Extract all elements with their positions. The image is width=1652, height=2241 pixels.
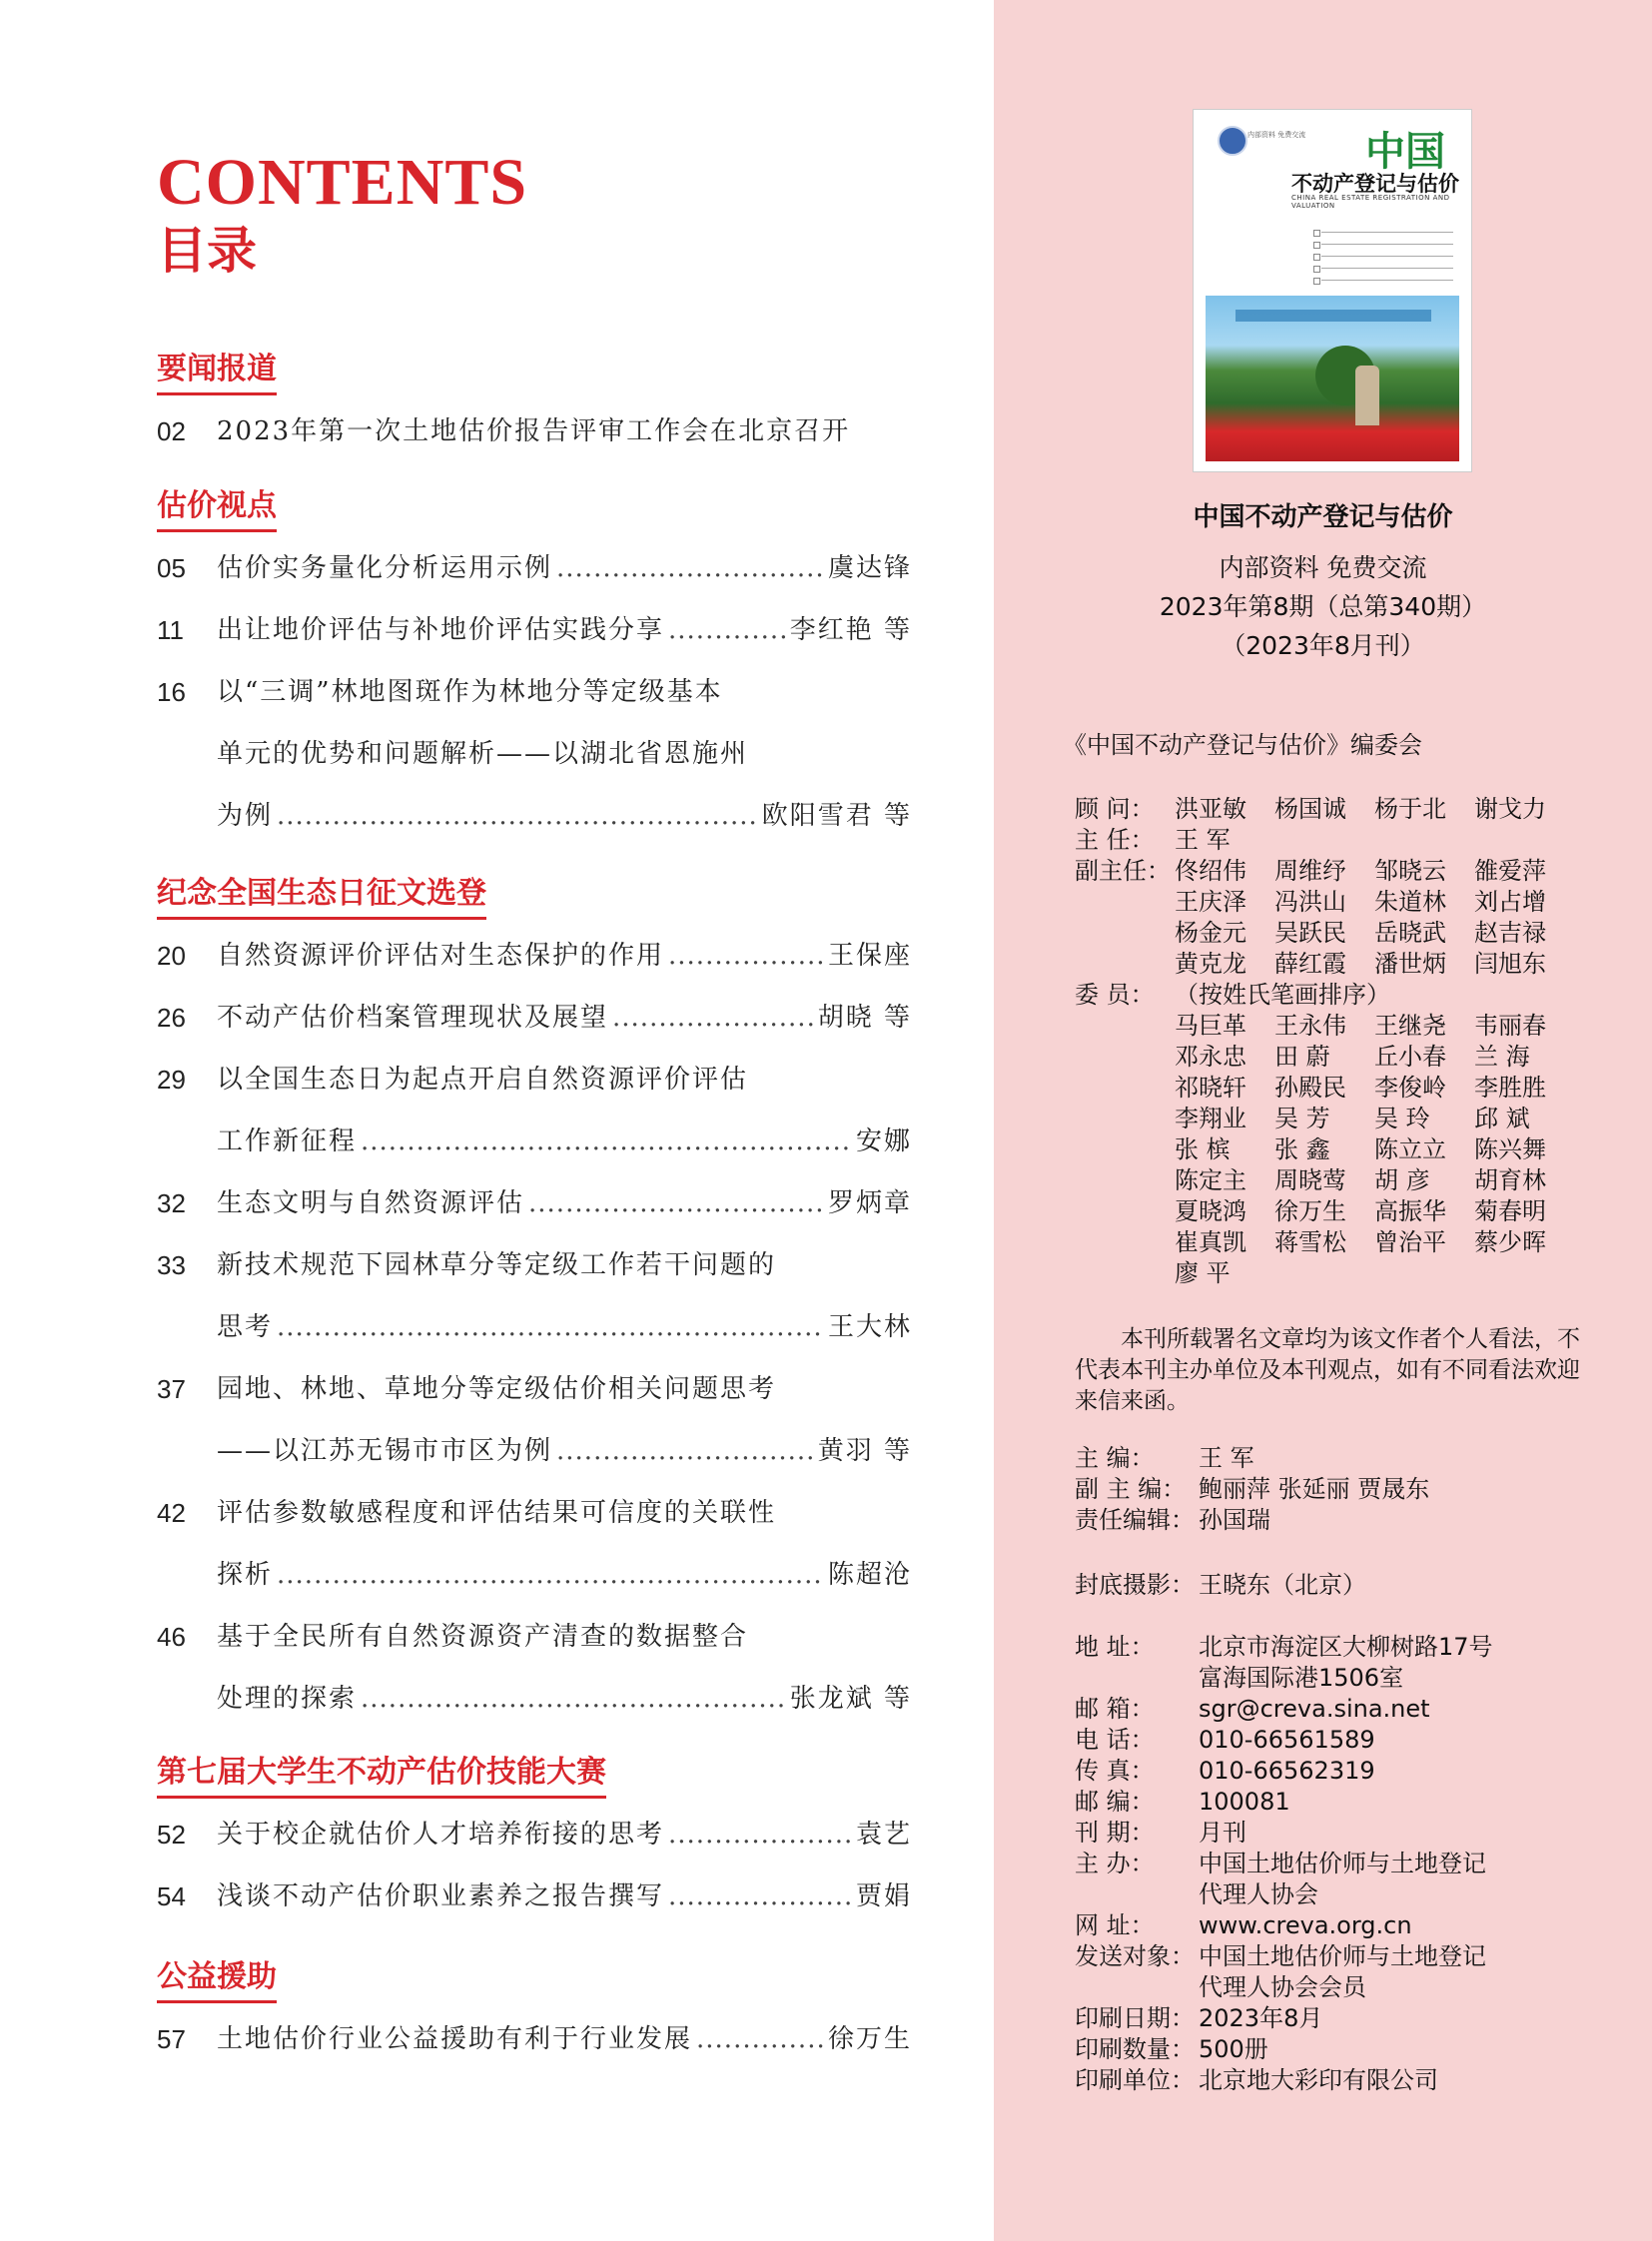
committee-member: 杨于北: [1374, 795, 1446, 823]
committee-member: 田 蔚: [1274, 1043, 1330, 1071]
toc-entry-title: 以“三调”林地图斑作为林地分等定级基本: [217, 677, 723, 707]
committee-member: 丘小春: [1374, 1043, 1446, 1071]
toc-entry: [217, 1005, 912, 1031]
toc-leader-dots: [361, 1686, 786, 1712]
committee-role: 顾 问：: [1075, 795, 1155, 823]
toc-entry-title: 工作新征程: [217, 1126, 358, 1156]
toc-entry-title: 关于校企就估价人才培养衔接的思考: [217, 1820, 665, 1850]
contents-heading-en: CONTENTS: [157, 146, 528, 219]
toc-entry-author: 欧阳雪君 等: [761, 801, 912, 831]
toc-entry-author: 陈超沧: [827, 1560, 912, 1590]
info-value: 富海国际港1506室: [1199, 1664, 1404, 1692]
committee-member: 邹晓云: [1374, 857, 1446, 885]
committee-member: 洪亚敏: [1175, 795, 1246, 823]
info-value: 500册: [1199, 2035, 1268, 2063]
committee-role: 委 员：: [1075, 981, 1155, 1009]
committee-member: 张 槟: [1175, 1135, 1231, 1163]
toc-leader-dots: [668, 1883, 852, 1909]
committee-member: 冯洪山: [1274, 888, 1346, 916]
toc-entry-title: 探析: [217, 1560, 274, 1590]
toc-entry: [217, 1500, 912, 1526]
committee-member: 王永伟: [1274, 1012, 1346, 1040]
toc-entry-title: 以全国生态日为起点开启自然资源评价评估: [217, 1065, 749, 1095]
toc-page-number: 57: [157, 2024, 186, 2054]
info-role: 主 办：: [1075, 1850, 1155, 1877]
section-title: 公益援助: [157, 1962, 277, 2003]
publication-name: 中国不动产登记与估价: [1193, 502, 1453, 532]
info-value: 2023年8月: [1199, 2004, 1323, 2032]
toc-leader-dots: [556, 1438, 814, 1464]
publication-issue: 2023年第8期（总第340期）: [1159, 592, 1487, 621]
info-role: 邮 编：: [1075, 1788, 1155, 1816]
toc-entry-title: 自然资源评价评估对生态保护的作用: [217, 941, 665, 971]
cover-title-en: CHINA REAL ESTATE REGISTRATION AND VALUATION: [1291, 194, 1450, 210]
toc-entry-title: 浅谈不动产估价职业素养之报告撰写: [217, 1881, 665, 1911]
committee-member: 马巨革: [1175, 1012, 1246, 1040]
toc-entry: [217, 1128, 912, 1154]
toc-entry: [217, 555, 912, 581]
info-value: 北京地大彩印有限公司: [1199, 2066, 1438, 2094]
toc-entry: [217, 1562, 912, 1588]
toc-page-number: 20: [157, 941, 186, 971]
committee-member: 祁晓轩: [1175, 1074, 1246, 1102]
toc-page-number: 32: [157, 1188, 186, 1218]
committee-member: 廖 平: [1175, 1259, 1231, 1287]
info-value: 010-66561589: [1199, 1726, 1375, 1754]
info-value: 代理人协会: [1199, 1880, 1318, 1908]
toc-entry-author: 王保座: [827, 941, 912, 971]
toc-entry-title: 基于全民所有自然资源资产清查的数据整合: [217, 1622, 749, 1652]
publication-month: （2023年8月刊）: [1221, 631, 1425, 660]
committee-member: 吴 玲: [1374, 1105, 1430, 1132]
toc-entry: [217, 1314, 912, 1340]
info-role: 印刷数量：: [1075, 2035, 1195, 2063]
photo-credit-role: 封底摄影：: [1075, 1571, 1195, 1599]
toc-entry-title: ——以江苏无锡市市区为例: [217, 1436, 553, 1466]
toc-page-number: 11: [157, 615, 184, 645]
toc-leader-dots: [668, 617, 786, 643]
toc-entry-title: 思考: [217, 1312, 274, 1342]
toc-entry: [217, 1252, 912, 1278]
committee-member: 孙殿民: [1274, 1074, 1346, 1102]
committee-member: 蒋雪松: [1274, 1228, 1346, 1256]
toc-entry-title: 出让地价评估与补地价评估实践分享: [217, 615, 665, 645]
info-role: 印刷日期：: [1075, 2004, 1195, 2032]
toc-entry-title: 土地估价行业公益援助有利于行业发展: [217, 2024, 693, 2054]
committee-title: 《中国不动产登记与估价》编委会: [1063, 731, 1422, 759]
committee-member: 张 鑫: [1274, 1135, 1330, 1163]
committee-member: 王 军: [1175, 826, 1231, 854]
toc-entry-author: 王大林: [827, 1312, 912, 1342]
committee-member: 黄克龙: [1175, 950, 1246, 978]
toc-entry-author: 安娜: [855, 1126, 912, 1156]
toc-page-number: 29: [157, 1065, 186, 1095]
toc-entry: [217, 943, 912, 969]
toc-leader-dots: [277, 1562, 824, 1588]
section-title: 要闻报道: [157, 355, 277, 395]
photo-credit-value: 王晓东（北京）: [1199, 1571, 1366, 1599]
toc-leader-dots: [277, 1314, 824, 1340]
toc-entry: [217, 1624, 912, 1650]
toc-entry: [217, 2026, 912, 2052]
info-role: 传 真：: [1075, 1757, 1155, 1785]
section-title: 纪念全国生态日征文选登: [157, 879, 486, 920]
toc-entry: [217, 418, 912, 444]
committee-member: 薛红霞: [1274, 950, 1346, 978]
editor-role: 主 编：: [1075, 1444, 1155, 1472]
toc-leader-dots: [668, 1822, 852, 1848]
committee-member: 刘占增: [1474, 888, 1546, 916]
toc-page-number: 54: [157, 1881, 186, 1911]
toc-entry-title: 园地、林地、草地分等定级估价相关问题思考: [217, 1374, 777, 1404]
committee-member: 夏晓鸿: [1175, 1197, 1246, 1225]
info-value: 中国土地估价师与土地登记: [1199, 1942, 1486, 1970]
info-role: 邮 箱：: [1075, 1695, 1155, 1723]
toc-page-number: 52: [157, 1820, 186, 1850]
section-title: 第七届大学生不动产估价技能大赛: [157, 1758, 606, 1799]
committee-member: 胡育林: [1474, 1166, 1546, 1194]
toc-entry: [217, 1067, 912, 1093]
cover-title-sub: 不动产登记与估价: [1291, 172, 1459, 196]
cover-thumbnail: [1194, 110, 1471, 471]
committee-member: 杨金元: [1175, 919, 1246, 947]
info-value: www.creva.org.cn: [1199, 1911, 1412, 1939]
toc-page-number: 05: [157, 553, 186, 583]
cover-title-cn: 中国: [1365, 128, 1445, 175]
toc-leader-dots: [612, 1005, 814, 1031]
toc-entry: [217, 679, 912, 705]
editor-value: 孙国瑞: [1199, 1506, 1270, 1534]
toc-leader-dots: [556, 555, 824, 581]
committee-member: 徐万生: [1274, 1197, 1346, 1225]
committee-member: 陈立立: [1374, 1135, 1446, 1163]
toc-entry: [217, 1883, 912, 1909]
toc-leader-dots: [528, 1190, 824, 1216]
editor-value: 鲍丽萍 张延丽 贾晟东: [1199, 1475, 1430, 1503]
cover-headline-list: [1313, 232, 1453, 292]
committee-member: 邓永忠: [1175, 1043, 1246, 1071]
toc-page-number: 37: [157, 1374, 186, 1404]
committee-member: （按姓氏笔画排序）: [1175, 981, 1390, 1009]
toc-entry-title: 处理的探索: [217, 1684, 358, 1714]
committee-member: 佟绍伟: [1175, 857, 1246, 885]
info-role: 发送对象：: [1075, 1942, 1195, 1970]
toc-page-number: 33: [157, 1250, 186, 1280]
info-value: 月刊: [1199, 1819, 1246, 1847]
committee-member: 邱 斌: [1474, 1105, 1530, 1132]
toc-entry: [217, 1822, 912, 1848]
editor-role: 副 主 编：: [1075, 1475, 1187, 1503]
committee-member: 王庆泽: [1175, 888, 1246, 916]
info-value: 代理人协会会员: [1199, 1973, 1366, 2001]
committee-member: 曾治平: [1374, 1228, 1446, 1256]
toc-entry-author: 张龙斌 等: [789, 1684, 912, 1714]
info-value: 中国土地估价师与土地登记: [1199, 1850, 1486, 1877]
committee-member: 陈定主: [1175, 1166, 1246, 1194]
toc-entry-author: 李红艳 等: [789, 615, 912, 645]
committee-member: 李胜胜: [1474, 1074, 1546, 1102]
toc-entry-author: 贾娟: [855, 1881, 912, 1911]
committee-member: 杨国诚: [1274, 795, 1346, 823]
committee-role: 副主任：: [1075, 857, 1171, 885]
committee-member: 陈兴舞: [1474, 1135, 1546, 1163]
committee-member: 王继尧: [1374, 1012, 1446, 1040]
info-role: 印刷单位：: [1075, 2066, 1195, 2094]
toc-entry: [217, 617, 912, 643]
committee-member: 赵吉禄: [1474, 919, 1546, 947]
toc-entry-author: 虞达锋: [827, 553, 912, 583]
info-role: 刊 期：: [1075, 1819, 1155, 1847]
toc-leader-dots: [668, 943, 824, 969]
committee-member: 朱道林: [1374, 888, 1446, 916]
committee-member: 胡 彦: [1374, 1166, 1430, 1194]
toc-entry: [217, 803, 912, 829]
info-value: 010-66562319: [1199, 1757, 1375, 1785]
info-role: 地 址：: [1075, 1633, 1155, 1661]
committee-member: 菊春明: [1474, 1197, 1546, 1225]
toc-page-number: 16: [157, 677, 186, 707]
contents-heading-zh: 目录: [157, 222, 257, 280]
toc-entry-author: 罗炳章: [827, 1188, 912, 1218]
info-value: 北京市海淀区大柳树路17号: [1199, 1633, 1493, 1661]
toc-entry-title: 为例: [217, 801, 274, 831]
committee-member: 岳晓武: [1374, 919, 1446, 947]
toc-page-number: 42: [157, 1498, 186, 1528]
toc-page-number: 26: [157, 1003, 186, 1033]
committee-member: 吴跃民: [1274, 919, 1346, 947]
toc-entry: [217, 1686, 912, 1712]
editor-value: 王 军: [1199, 1444, 1254, 1472]
committee-member: 兰 海: [1474, 1043, 1530, 1071]
toc-entry: [217, 1376, 912, 1402]
toc-entry: [217, 1190, 912, 1216]
toc-entry-author: 胡晓 等: [817, 1003, 912, 1033]
info-value: sgr@creva.sina.net: [1199, 1695, 1430, 1723]
toc-entry-title: 不动产估价档案管理现状及展望: [217, 1003, 609, 1033]
committee-member: 崔真凯: [1175, 1228, 1246, 1256]
committee-member: 李俊岭: [1374, 1074, 1446, 1102]
association-logo-icon: [1218, 126, 1247, 156]
toc-entry: [217, 741, 912, 767]
toc-entry-title: 评估参数敏感程度和评估结果可信度的关联性: [217, 1498, 777, 1528]
toc-page-number: 02: [157, 416, 186, 446]
cover-small-text: 内部资料 免费交流: [1247, 131, 1306, 139]
committee-member: 蔡少晖: [1474, 1228, 1546, 1256]
toc-entry-author: 黄羽 等: [817, 1436, 912, 1466]
committee-member: 李翔业: [1175, 1105, 1246, 1132]
toc-leader-dots: [277, 803, 758, 829]
committee-member: 周维纾: [1274, 857, 1346, 885]
toc-entry-title: 新技术规范下园林草分等定级工作若干问题的: [217, 1250, 777, 1280]
publication-note: 内部资料 免费交流: [1219, 553, 1427, 582]
committee-member: 谢戈力: [1474, 795, 1546, 823]
committee-member: 吴 芳: [1274, 1105, 1330, 1132]
info-role: 网 址：: [1075, 1911, 1155, 1939]
info-role: 电 话：: [1075, 1726, 1155, 1754]
committee-member: 韦丽春: [1474, 1012, 1546, 1040]
committee-member: 雒爱萍: [1474, 857, 1546, 885]
toc-entry-title: 生态文明与自然资源评估: [217, 1188, 525, 1218]
toc-entry-author: 袁艺: [855, 1820, 912, 1850]
committee-role: 主 任：: [1075, 826, 1155, 854]
toc-entry-author: 徐万生: [827, 2024, 912, 2054]
editor-role: 责任编辑：: [1075, 1506, 1195, 1534]
cover-photo: [1206, 296, 1459, 461]
committee-member: 闫旭东: [1474, 950, 1546, 978]
toc-entry-title: 单元的优势和问题解析——以湖北省恩施州: [217, 739, 749, 769]
disclaimer-text: 本刊所载署名文章均为该文作者个人看法，不代表本刊主办单位及本刊观点，如有不同看法欢迎来信来函。: [1075, 1326, 1580, 1414]
committee-member: 潘世炳: [1374, 950, 1446, 978]
committee-member: 高振华: [1374, 1197, 1446, 1225]
toc-entry: [217, 1438, 912, 1464]
committee-member: 周晓莺: [1274, 1166, 1346, 1194]
section-title: 估价视点: [157, 491, 277, 532]
info-value: 100081: [1199, 1788, 1290, 1816]
toc-entry-title: 估价实务量化分析运用示例: [217, 553, 553, 583]
toc-leader-dots: [361, 1128, 852, 1154]
toc-leader-dots: [696, 2026, 824, 2052]
toc-entry-title: 2023年第一次土地估价报告评审工作会在北京召开: [217, 416, 851, 446]
toc-page-number: 46: [157, 1622, 186, 1652]
